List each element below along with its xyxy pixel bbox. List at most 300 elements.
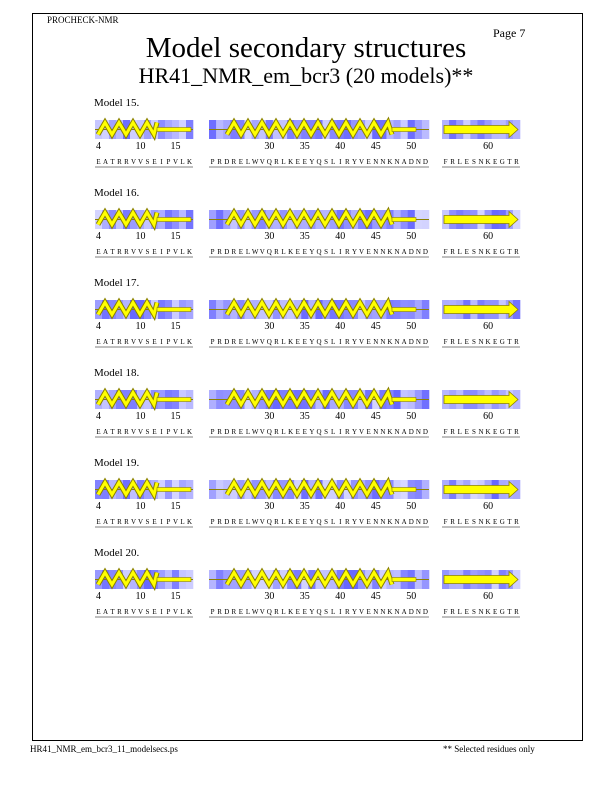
sequence-letters [211,608,428,616]
residue-letter: L [245,248,251,256]
residue-letter: K [485,248,491,256]
residue-letter: A [401,248,407,256]
residue-letter: S [471,338,476,346]
helix-tail [392,488,416,492]
segment-3 [442,120,520,167]
helix-tail [157,398,191,402]
residue-letter: N [373,608,379,616]
residue-letter: S [145,608,150,616]
residue-letter: A [102,518,109,526]
sequence-letters [211,518,428,526]
residue-letter: A [102,338,109,346]
helix-tail [392,128,416,132]
segment-3 [442,480,520,527]
residue-number: 60 [483,141,494,152]
residue-letter: L [281,248,286,256]
residue-letter: D [224,338,230,346]
residue-number: 4 [96,501,101,512]
residue-letter: V [359,428,365,436]
segment-3 [442,210,520,257]
sequence-letters [444,518,520,526]
residue-letter: D [422,608,428,616]
residue-letter: V [259,518,265,526]
residue-letter: P [210,428,215,436]
residue-letter: E [152,338,157,346]
residue-number: 35 [299,141,310,152]
residue-number: 40 [335,411,346,422]
residue-letter: V [259,248,265,256]
residue-letter: N [373,338,379,346]
residue-letter: Q [266,338,272,346]
residue-letter: T [507,428,512,436]
residue-letter: E [464,158,469,166]
residue-number: 50 [406,321,417,332]
residue-letter: L [331,248,336,256]
residue-letter: E [295,338,300,346]
residue-letter: R [124,608,129,616]
residue-letter: N [394,518,400,526]
residue-letter: V [172,248,179,256]
residue-number: 60 [483,411,494,422]
residue-letter: G [499,518,505,526]
helix-tail [157,128,191,132]
residue-letter: L [331,608,336,616]
residue-letter: K [186,248,193,256]
residue-number: 10 [135,411,146,422]
sequence-letters [96,518,192,526]
residue-letter: R [124,338,129,346]
residue-letter: T [507,158,512,166]
residue-letter: I [160,428,163,436]
residue-letter: A [102,608,109,616]
residue-letter: L [331,158,336,166]
residue-number: 35 [299,411,310,422]
residue-number: 50 [406,591,417,602]
model-label: Model 17. [94,277,140,289]
model-block [0,277,612,367]
residue-letter: Y [309,518,315,526]
residue-letter: N [380,608,386,616]
residue-letter: N [415,518,421,526]
sequence-letters [211,248,428,256]
residue-letter: N [415,428,421,436]
residue-letter: R [514,428,519,436]
residue-letter: S [324,248,329,256]
residue-letter: Q [266,428,272,436]
residue-letter: E [238,158,244,166]
residue-letter: I [339,248,342,256]
residue-letter: R [514,248,519,256]
residue-number: 50 [406,411,417,422]
residue-letter: Q [266,608,272,616]
residue-letter: S [471,158,476,166]
residue-letter: N [478,158,484,166]
residue-letter: L [457,518,462,526]
residue-letter: E [302,518,307,526]
residue-letter: Q [316,428,322,436]
residue-letter: Y [309,158,315,166]
residue-letter: W [251,158,259,166]
residue-letter: R [345,158,350,166]
residue-letter: E [464,248,469,256]
residue-letter: R [124,518,129,526]
residue-letter: S [145,248,150,256]
residue-letter: R [217,518,222,526]
residue-letter: K [485,608,491,616]
residue-letter: D [422,518,428,526]
residue-letter: I [160,338,163,346]
residue-letter: R [231,158,237,166]
residue-letter: E [96,158,101,166]
residue-letter: N [394,428,400,436]
residue-letter: N [478,248,484,256]
residue-letter: E [366,338,371,346]
structure-strip [0,457,612,537]
residue-letter: Q [316,158,322,166]
footer-note: ** Selected residues only [443,744,535,754]
sequence-letters [211,338,428,346]
residue-number: 60 [483,231,494,242]
residue-number: 60 [483,321,494,332]
page-subtitle: HR41_NMR_em_bcr3 (20 models)** [138,63,474,88]
residue-letter: T [507,518,512,526]
residue-number: 4 [96,591,101,602]
segment-2 [209,480,429,527]
residue-letter: N [394,248,400,256]
residue-letter: S [324,428,329,436]
residue-letter: D [422,158,428,166]
sequence-letters [211,428,428,436]
residue-letter: V [259,158,265,166]
residue-letter: R [217,608,222,616]
sequence-letters [444,248,520,256]
residue-letter: Y [351,338,358,346]
residue-letter: E [295,428,300,436]
residue-letter: L [180,608,185,616]
sequence-letters [96,248,192,256]
residue-letter: T [110,248,115,256]
sequence-letters [211,158,428,166]
residue-letter: A [102,428,109,436]
residue-letter: I [339,518,342,526]
segment-1 [95,480,193,527]
residue-letter: R [345,248,350,256]
residue-letter: N [380,248,386,256]
model-label: Model 16. [94,187,140,199]
residue-letter: V [172,608,179,616]
residue-letter: N [380,428,386,436]
residue-letter: I [339,158,342,166]
segment-1 [95,120,193,167]
residue-number: 15 [170,321,181,332]
residue-letter: R [217,428,222,436]
residue-letter: T [110,428,115,436]
residue-letter: S [145,158,150,166]
residue-number: 30 [264,411,275,422]
residue-letter: R [345,518,350,526]
residue-letter: R [274,338,279,346]
residue-letter: T [507,338,512,346]
residue-letter: K [186,608,193,616]
residue-letter: D [408,428,414,436]
residue-letter: G [499,428,505,436]
residue-letter: K [387,338,393,346]
residue-letter: K [485,428,491,436]
residue-letter: P [166,158,171,166]
residue-letter: V [137,248,144,256]
residue-letter: P [166,608,171,616]
residue-letter: E [493,518,498,526]
residue-number: 10 [135,231,146,242]
residue-number: 15 [170,141,181,152]
residue-letter: R [450,338,455,346]
residue-letter: N [380,338,386,346]
residue-letter: L [180,518,185,526]
residue-letter: L [245,608,251,616]
residue-letter: K [387,248,393,256]
residue-letter: K [288,158,294,166]
residue-letter: R [450,518,455,526]
residue-number: 50 [406,141,417,152]
residue-letter: P [210,158,215,166]
page-title: Model secondary structures [145,32,467,64]
residue-letter: E [366,248,371,256]
helix-tail [157,578,191,582]
residue-letter: P [166,338,171,346]
residue-letter: N [478,608,484,616]
residue-letter: E [366,158,371,166]
residue-number: 4 [96,321,101,332]
residue-letter: F [443,608,448,616]
residue-letter: P [210,518,215,526]
residue-letter: R [124,158,129,166]
residue-letter: K [485,338,491,346]
residue-number: 45 [370,591,381,602]
residue-letter: I [160,608,163,616]
residue-number: 35 [299,231,310,242]
residue-letter: E [493,338,498,346]
residue-letter: L [331,518,336,526]
residue-letter: N [415,338,421,346]
helix-tail [392,218,416,222]
residue-letter: R [274,248,279,256]
segment-1 [95,570,193,617]
residue-letter: E [96,608,101,616]
residue-letter: D [408,248,414,256]
residue-letter: S [324,608,329,616]
helix-tail [157,488,191,492]
sequence-letters [444,428,520,436]
residue-letter: G [499,338,505,346]
residue-letter: L [281,428,286,436]
residue-letter: K [288,608,294,616]
residue-letter: R [274,518,279,526]
residue-letter: L [180,158,185,166]
residue-letter: V [172,158,179,166]
residue-letter: S [145,518,150,526]
residue-letter: E [152,428,157,436]
residue-letter: E [464,518,469,526]
residue-letter: V [172,338,179,346]
model-block [0,547,612,637]
residue-letter: D [224,248,230,256]
residue-letter: S [471,428,476,436]
residue-letter: S [471,518,476,526]
residue-letter: V [137,518,144,526]
residue-letter: V [130,428,137,436]
residue-letter: Q [316,608,322,616]
sequence-letters [96,158,192,166]
residue-letter: E [152,608,157,616]
residue-letter: K [186,338,193,346]
residue-letter: N [415,608,421,616]
residue-letter: E [302,338,307,346]
model-block [0,97,612,187]
residue-letter: V [137,428,144,436]
residue-letter: V [137,338,144,346]
residue-letter: R [345,338,350,346]
residue-number: 35 [299,591,310,602]
residue-number: 15 [170,411,181,422]
residue-letter: E [464,338,469,346]
residue-letter: N [394,158,400,166]
residue-letter: L [457,338,462,346]
residue-letter: V [130,518,137,526]
sequence-letters [444,608,520,616]
residue-letter: I [160,518,163,526]
residue-number: 30 [264,321,275,332]
residue-letter: D [408,338,414,346]
model-block [0,367,612,457]
residue-number: 30 [264,591,275,602]
residue-letter: E [238,518,244,526]
residue-letter: E [96,518,101,526]
residue-letter: E [96,338,101,346]
residue-letter: Q [266,518,272,526]
residue-letter: N [394,338,400,346]
residue-letter: R [514,608,519,616]
helix-tail [392,578,416,582]
residue-number: 4 [96,411,101,422]
residue-letter: P [210,608,215,616]
residue-letter: I [339,338,342,346]
sequence-letters [444,158,520,166]
residue-number: 4 [96,141,101,152]
segment-3 [442,570,520,617]
residue-letter: N [373,248,379,256]
segment-2 [209,570,429,617]
residue-letter: S [324,338,329,346]
residue-letter: G [499,248,505,256]
residue-letter: I [339,608,342,616]
residue-letter: N [380,518,386,526]
residue-letter: T [507,608,512,616]
residue-letter: N [478,518,484,526]
residue-letter: P [166,248,171,256]
residue-letter: L [457,248,462,256]
residue-letter: E [302,608,307,616]
residue-letter: S [145,338,150,346]
residue-letter: L [180,338,185,346]
residue-letter: R [117,338,122,346]
residue-letter: R [217,338,222,346]
residue-letter: E [152,518,157,526]
residue-number: 40 [335,321,346,332]
residue-letter: Q [266,248,272,256]
residue-letter: K [186,428,193,436]
residue-letter: R [217,158,222,166]
residue-number: 10 [135,321,146,332]
residue-letter: Y [309,248,315,256]
residue-letter: K [387,518,393,526]
residue-letter: R [117,428,122,436]
residue-letter: R [124,248,129,256]
residue-letter: L [457,158,462,166]
residue-letter: Y [309,608,315,616]
residue-letter: E [302,428,307,436]
residue-number: 40 [335,231,346,242]
residue-letter: W [251,338,259,346]
segment-1 [95,390,193,437]
segment-3 [442,390,520,437]
residue-letter: L [457,428,462,436]
residue-letter: V [259,338,265,346]
model-label: Model 19. [94,457,140,469]
residue-letter: T [110,518,115,526]
residue-letter: V [259,428,265,436]
residue-letter: V [359,338,365,346]
segment-2 [209,390,429,437]
residue-letter: L [281,158,286,166]
residue-letter: R [231,248,237,256]
residue-letter: Q [316,248,322,256]
residue-letter: A [401,428,407,436]
residue-letter: K [387,428,393,436]
residue-letter: R [117,248,122,256]
residue-letter: S [471,248,476,256]
model-label: Model 18. [94,367,140,379]
residue-letter: V [130,158,137,166]
residue-letter: T [110,338,115,346]
residue-letter: E [96,428,101,436]
residue-letter: N [415,158,421,166]
residue-letter: S [471,608,476,616]
residue-number: 35 [299,321,310,332]
residue-letter: E [238,428,244,436]
residue-letter: E [366,608,371,616]
residue-letter: V [172,428,179,436]
residue-letter: K [288,248,294,256]
residue-number: 15 [170,591,181,602]
residue-letter: P [210,248,215,256]
residue-letter: E [493,158,498,166]
residue-letter: D [224,428,230,436]
sequence-letters [96,428,192,436]
residue-letter: W [251,248,259,256]
residue-letter: E [295,158,300,166]
helix-tail [157,218,191,222]
residue-letter: D [224,518,230,526]
residue-letter: V [130,608,137,616]
residue-letter: N [373,158,379,166]
residue-letter: S [145,428,150,436]
residue-letter: F [443,158,448,166]
residue-letter: L [180,428,185,436]
residue-letter: E [464,608,469,616]
model-block [0,457,612,547]
residue-letter: K [288,428,294,436]
residue-letter: W [251,428,259,436]
